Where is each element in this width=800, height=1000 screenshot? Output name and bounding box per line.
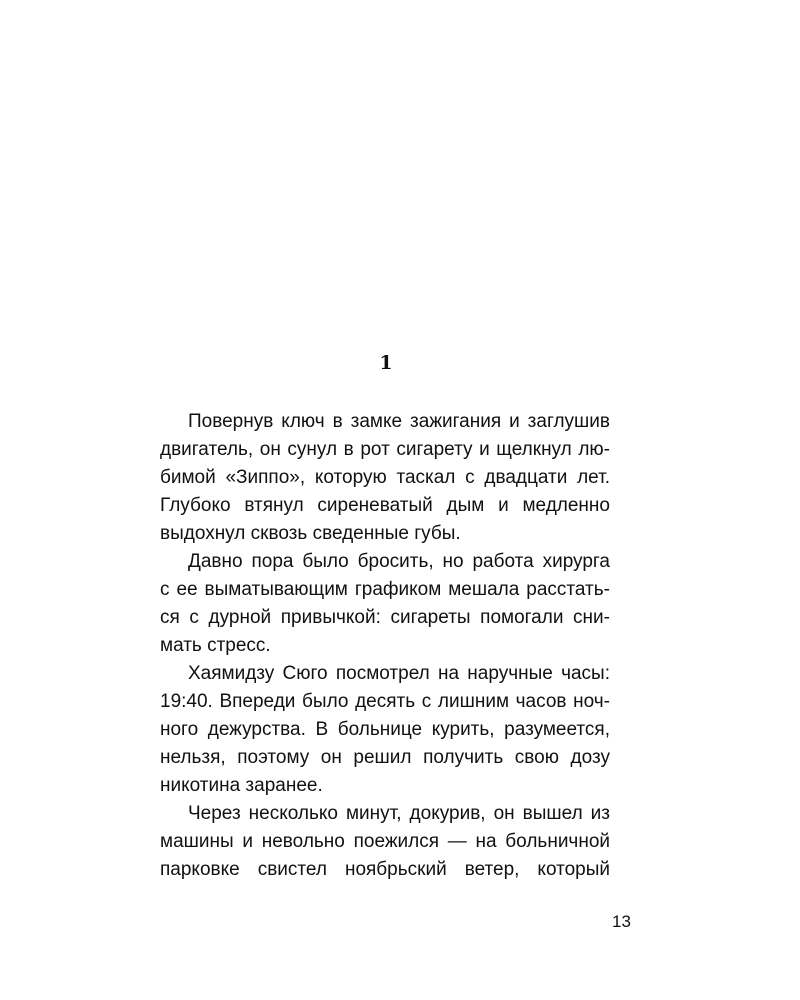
text-line: 19:40. Впереди было десять с лишним часов ноч- — [160, 691, 610, 712]
text-line: Хаямидзу Сюго посмотрел на наручные часы: — [188, 663, 610, 684]
text-line: парковке свистел ноябрьский ветер, который — [160, 859, 610, 880]
text-line: Через несколько минут, докурив, он вышел из — [188, 803, 610, 824]
text-line: машины и невольно поежился — на больничной — [160, 831, 610, 852]
text-line: Давно пора было бросить, но работа хирурга — [188, 551, 610, 572]
text-line: Глубоко втянул сиреневатый дым и медленно — [160, 495, 610, 516]
text-line: с ее выматывающим графиком мешала расстать- — [160, 579, 610, 600]
text-line: никотина заранее. — [160, 775, 323, 796]
chapter-number: 1 — [379, 352, 393, 374]
text-line: двигатель, он сунул в рот сигарету и щелкнул лю- — [160, 439, 610, 460]
text-line: Повернув ключ в замке зажигания и заглушив — [188, 411, 610, 432]
body-text — [160, 408, 610, 884]
text-line: выдохнул сквозь сведенные губы. — [160, 523, 461, 544]
text-line: ного дежурства. В больнице курить, разумеется, — [160, 719, 610, 740]
text-line: нельзя, поэтому он решил получить свою дозу — [160, 747, 610, 768]
page-number: 13 — [612, 912, 631, 931]
text-line: бимой «Зиппо», которую таскал с двадцати лет. — [160, 467, 610, 488]
text-line: мать стресс. — [160, 635, 271, 656]
text-line: ся с дурной привычкой: сигареты помогали сни- — [160, 607, 610, 628]
